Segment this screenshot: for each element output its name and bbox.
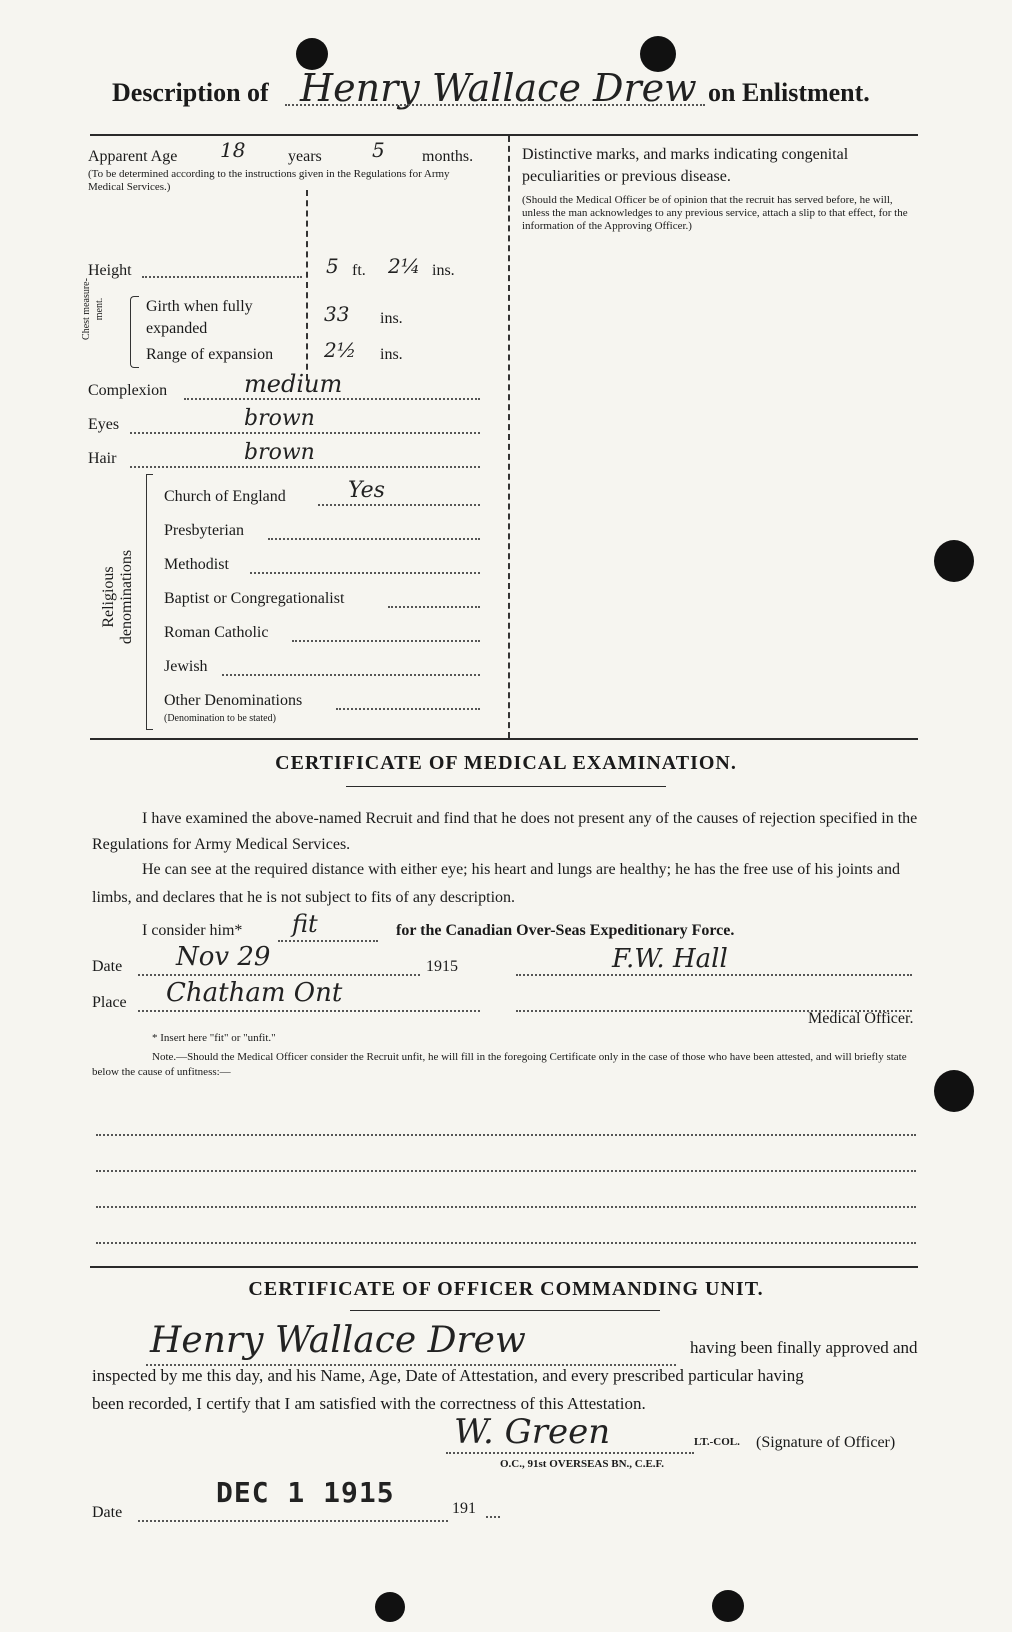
officer-year-line xyxy=(486,1516,500,1518)
insert-note: * Insert here "fit" or "unfit." xyxy=(152,1032,276,1044)
punch-hole xyxy=(712,1590,744,1622)
medical-paragraph-1: I have examined the above-named Recruit and find that he does not present any of the causes of rejection specified in the Regulations for Army Medical Services. xyxy=(92,810,918,853)
header-suffix: on Enlistment. xyxy=(708,78,870,107)
age-label: Apparent Age xyxy=(88,148,178,165)
religion-church-of-england-value: Yes xyxy=(348,478,385,503)
religion-methodist: Methodist xyxy=(164,556,229,573)
age-months-label: months. xyxy=(422,148,474,165)
name-line xyxy=(285,104,705,106)
religion-other-note: (Denomination to be stated) xyxy=(164,713,276,724)
unfit-line xyxy=(96,1206,916,1208)
section-rule xyxy=(90,738,918,740)
section-rule xyxy=(90,1266,918,1268)
hair-label: Hair xyxy=(88,450,117,467)
officer-signature-label: (Signature of Officer) xyxy=(756,1434,896,1451)
complexion-line xyxy=(184,398,480,400)
officer-text-1: having been finally approved and xyxy=(690,1338,918,1357)
religion-line xyxy=(388,606,480,608)
officer-text-3: been recorded, I certify that I am satisfied with the correctness of this Attestation. xyxy=(92,1394,646,1413)
unfit-note: Note.—Should the Medical Officer consider the Recruit unfit, he will fill in the foregoing Certificate only in the case of those who have been attested, and will briefly state below the cause of unfitness:— xyxy=(92,1051,907,1078)
officer-title: CERTIFICATE OF OFFICER COMMANDING UNIT. xyxy=(248,1278,764,1300)
unit-stamp: O.C., 91st OVERSEAS BN., C.E.F. xyxy=(500,1458,665,1470)
officer-date-year: 191 xyxy=(452,1500,476,1517)
medical-title: CERTIFICATE OF MEDICAL EXAMINATION. xyxy=(275,752,737,774)
value-divider xyxy=(306,190,308,380)
punch-hole xyxy=(934,540,974,582)
height-ins-label: ins. xyxy=(432,262,455,279)
title-underline xyxy=(346,786,666,787)
range-unit: ins. xyxy=(380,346,403,363)
recruit-name: Henry Wallace Drew xyxy=(300,66,697,110)
girth-value: 33 xyxy=(324,302,350,326)
religion-line xyxy=(336,708,480,710)
chest-brace xyxy=(130,296,139,368)
religion-roman-catholic: Roman Catholic xyxy=(164,624,269,641)
hair-line xyxy=(130,466,480,468)
officer-date-label: Date xyxy=(92,1504,123,1521)
eyes-value: brown xyxy=(244,406,315,431)
officer-date-line xyxy=(138,1520,448,1522)
medical-signature: F.W. Hall xyxy=(612,944,728,974)
officer-rank: LT.-COL. xyxy=(694,1436,740,1448)
complexion-label: Complexion xyxy=(88,382,168,399)
marks-label: Distinctive marks, and marks indicating congenital peculiarities or previous disease. xyxy=(522,146,849,185)
religion-line xyxy=(292,640,480,642)
place-value: Chatham Ont xyxy=(166,978,343,1008)
height-line xyxy=(142,276,302,278)
unfit-line xyxy=(96,1134,916,1136)
officer-signature: W. Green xyxy=(454,1412,611,1452)
religion-side-label: Religious denominations xyxy=(100,549,135,645)
header-rule xyxy=(90,134,918,136)
religion-line xyxy=(250,572,480,574)
height-ft-label: ft. xyxy=(352,262,366,279)
religion-brace xyxy=(146,474,153,730)
officer-recruit-name: Henry Wallace Drew xyxy=(150,1320,526,1361)
column-divider xyxy=(508,136,510,738)
height-label: Height xyxy=(88,262,132,279)
punch-hole xyxy=(934,1070,974,1112)
officer-text-2: inspected by me this day, and his Name, Age, Date of Attestation, and every prescribed particular having xyxy=(92,1366,804,1385)
religion-jewish: Jewish xyxy=(164,658,208,675)
range-value: 2½ xyxy=(324,338,357,362)
place-label: Place xyxy=(92,994,127,1011)
range-label: Range of expansion xyxy=(146,346,274,363)
complexion-value: medium xyxy=(244,370,343,398)
medical-signature-line xyxy=(516,974,912,976)
religion-other: Other Denominations xyxy=(164,692,303,709)
religion-line xyxy=(318,504,480,506)
chest-side-label: Chest measure- ment. xyxy=(81,278,105,340)
punch-hole xyxy=(375,1592,405,1622)
age-months-value: 5 xyxy=(372,138,385,162)
medical-date-line xyxy=(138,974,420,976)
religion-church-of-england: Church of England xyxy=(164,488,286,505)
medical-date-value: Nov 29 xyxy=(176,942,271,972)
header-prefix: Description of xyxy=(112,78,269,107)
eyes-label: Eyes xyxy=(88,416,120,433)
officer-signature-line xyxy=(446,1452,694,1454)
hair-value: brown xyxy=(244,440,315,465)
medical-date-label: Date xyxy=(92,958,123,975)
eyes-line xyxy=(130,432,480,434)
place-line xyxy=(138,1010,480,1012)
religion-presbyterian: Presbyterian xyxy=(164,522,244,539)
date-stamp: DEC 1 1915 xyxy=(216,1476,395,1509)
consider-prefix: I consider him* xyxy=(142,922,243,939)
religion-line xyxy=(222,674,480,676)
consider-value: fit xyxy=(292,910,318,938)
consider-line xyxy=(278,940,378,942)
age-years-value: 18 xyxy=(220,138,246,162)
age-years-label: years xyxy=(288,148,322,165)
consider-suffix: for the Canadian Over-Seas Expeditionary Force. xyxy=(396,922,735,939)
marks-note: (Should the Medical Officer be of opinion that the recruit has served before, he will, unless the man acknowledges to any previous service, attach a slip to that effect, for the information of the Approving Officer.) xyxy=(522,194,908,232)
religion-baptist: Baptist or Congregationalist xyxy=(164,590,345,607)
height-ins-value: 2¼ xyxy=(388,254,421,278)
medical-paragraph-2: He can see at the required distance with either eye; his heart and lungs are healthy; he has the free use of his joints and limbs, and declares that he is not subject to fits of any description. xyxy=(92,861,900,906)
height-ft-value: 5 xyxy=(326,254,339,278)
medical-officer-label: Medical Officer. xyxy=(808,1010,914,1027)
unfit-line xyxy=(96,1170,916,1172)
girth-label: Girth when fully expanded xyxy=(146,298,253,337)
medical-date-year: 1915 xyxy=(426,958,458,975)
unfit-line xyxy=(96,1242,916,1244)
age-note: (To be determined according to the instructions given in the Regulations for Army Medical Services.) xyxy=(88,168,450,193)
girth-unit: ins. xyxy=(380,310,403,327)
religion-line xyxy=(268,538,480,540)
title-underline xyxy=(350,1310,660,1311)
